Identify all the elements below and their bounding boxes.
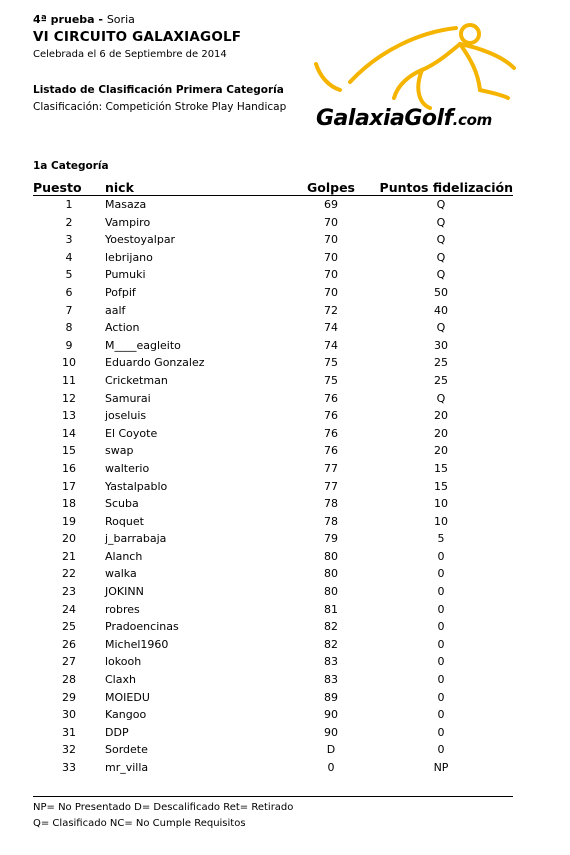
position-cell: 19 xyxy=(62,514,76,528)
strokes-cell: 80 xyxy=(324,585,338,599)
event-date: Celebrada el 6 de Septiembre de 2014 xyxy=(33,49,227,60)
nick-cell: El Coyote xyxy=(105,426,158,440)
strokes-cell: 70 xyxy=(324,215,338,229)
nick-cell: swap xyxy=(105,444,134,458)
points-cell: Q xyxy=(436,233,446,247)
position-cell: 24 xyxy=(62,602,76,616)
table-row xyxy=(33,266,513,284)
points-cell: NP xyxy=(433,761,449,774)
nick-cell: Michel1960 xyxy=(105,637,169,651)
position-cell: 29 xyxy=(62,690,76,704)
nick-cell: Cricketman xyxy=(105,373,168,387)
points-cell: 20 xyxy=(434,426,448,440)
position-cell: 17 xyxy=(62,479,76,493)
table-row xyxy=(33,390,513,408)
points-cell: 10 xyxy=(434,497,448,511)
table-row xyxy=(33,354,513,372)
nick-cell: Pofpif xyxy=(105,285,136,299)
nick-cell: Scuba xyxy=(105,497,139,511)
position-cell: 14 xyxy=(62,426,76,440)
event-line xyxy=(33,12,323,27)
points-cell: Q xyxy=(436,250,446,264)
points-cell: 40 xyxy=(434,303,448,317)
strokes-cell: 72 xyxy=(324,303,338,317)
table-row xyxy=(33,478,513,496)
strokes-cell: 75 xyxy=(324,356,338,370)
nick-cell: Action xyxy=(105,321,140,335)
points-cell: 10 xyxy=(434,514,448,528)
position-cell: 28 xyxy=(62,673,76,687)
table-row xyxy=(33,583,513,601)
strokes-cell: 89 xyxy=(324,690,338,704)
table-row xyxy=(33,196,513,214)
nick-cell: Claxh xyxy=(105,673,136,687)
position-cell: 22 xyxy=(62,567,76,581)
points-cell: 5 xyxy=(437,532,445,546)
strokes-cell: 77 xyxy=(324,479,338,493)
table-row xyxy=(33,671,513,689)
position-cell: 27 xyxy=(62,655,76,669)
position-cell: 11 xyxy=(62,373,76,387)
strokes-cell: 75 xyxy=(324,373,338,387)
document-header xyxy=(33,12,323,116)
strokes-cell: 76 xyxy=(324,391,338,405)
strokes-cell: 76 xyxy=(324,444,338,458)
strokes-cell: 90 xyxy=(324,708,338,722)
table-row xyxy=(33,548,513,566)
position-cell: 25 xyxy=(62,620,76,634)
strokes-cell: 80 xyxy=(324,549,338,563)
table-row xyxy=(33,565,513,583)
table-row xyxy=(33,513,513,531)
position-cell: 4 xyxy=(65,250,73,264)
points-cell: Q xyxy=(436,215,446,229)
points-cell: 25 xyxy=(434,356,448,370)
points-cell: 0 xyxy=(437,655,445,669)
points-cell: 15 xyxy=(434,461,448,475)
table-row xyxy=(33,372,513,390)
nick-cell: j_barrabaja xyxy=(105,532,167,546)
points-cell: 0 xyxy=(437,637,445,651)
position-cell: 20 xyxy=(62,532,76,546)
points-cell: 20 xyxy=(434,444,448,458)
position-cell: 2 xyxy=(65,215,73,229)
points-cell: 0 xyxy=(437,585,445,599)
strokes-cell: 74 xyxy=(324,321,338,335)
position-cell: 6 xyxy=(65,285,73,299)
strokes-cell: 90 xyxy=(324,725,338,739)
table-row xyxy=(33,601,513,619)
nick-cell: Yastalpablo xyxy=(105,479,168,493)
points-cell: Q xyxy=(436,198,446,211)
strokes-cell: 76 xyxy=(324,426,338,440)
header-position: Puesto xyxy=(33,176,105,196)
nick-cell: Samurai xyxy=(105,391,151,405)
strokes-cell: 70 xyxy=(324,268,338,282)
nick-cell: Kangoo xyxy=(105,708,147,722)
brand-wordmark xyxy=(316,106,492,131)
nick-cell: Roquet xyxy=(105,514,144,528)
nick-cell: Pumuki xyxy=(105,268,146,282)
strokes-cell: 83 xyxy=(324,655,338,669)
position-cell: 32 xyxy=(62,743,76,757)
strokes-cell: 69 xyxy=(324,198,338,211)
points-cell: 0 xyxy=(437,620,445,634)
points-cell: 25 xyxy=(434,373,448,387)
points-cell: 0 xyxy=(437,549,445,563)
table-row xyxy=(33,425,513,443)
golfer-swing-icon xyxy=(310,20,540,110)
strokes-cell: 79 xyxy=(324,532,338,546)
table-row xyxy=(33,636,513,654)
position-cell: 16 xyxy=(62,461,76,475)
points-cell: 30 xyxy=(434,338,448,352)
points-cell: 0 xyxy=(437,673,445,687)
nick-cell: M____eagleito xyxy=(105,338,181,352)
nick-cell: mr_villa xyxy=(105,761,149,774)
position-cell: 30 xyxy=(62,708,76,722)
nick-cell: Masaza xyxy=(105,198,147,211)
nick-cell: Vampiro xyxy=(105,215,151,229)
brand-domain: .com xyxy=(452,111,492,129)
listing-title: Listado de Clasificación Primera Categoría xyxy=(33,84,284,96)
strokes-cell: 82 xyxy=(324,637,338,651)
strokes-cell: 76 xyxy=(324,409,338,423)
classification-type: Clasificación: Competición Stroke Play Handicap xyxy=(33,101,287,113)
nick-cell: robres xyxy=(105,602,140,616)
strokes-cell: 83 xyxy=(324,673,338,687)
points-cell: 50 xyxy=(434,285,448,299)
table-header-row xyxy=(33,176,513,196)
results-body xyxy=(33,196,513,777)
table-row xyxy=(33,337,513,355)
position-cell: 13 xyxy=(62,409,76,423)
position-cell: 5 xyxy=(65,268,73,282)
points-cell: 0 xyxy=(437,725,445,739)
header-points: Puntos fidelización xyxy=(369,176,513,196)
nick-cell: JOKINN xyxy=(105,585,144,599)
nick-cell: joseluis xyxy=(105,409,147,423)
table-row xyxy=(33,495,513,513)
position-cell: 1 xyxy=(65,198,73,211)
position-cell: 18 xyxy=(62,497,76,511)
table-row xyxy=(33,231,513,249)
points-cell: 0 xyxy=(437,708,445,722)
nick-cell: Pradoencinas xyxy=(105,620,179,634)
table-row xyxy=(33,284,513,302)
position-cell: 21 xyxy=(62,549,76,563)
strokes-cell: 78 xyxy=(324,497,338,511)
nick-cell: Alanch xyxy=(105,549,143,563)
table-row xyxy=(33,460,513,478)
points-cell: 15 xyxy=(434,479,448,493)
table-row xyxy=(33,530,513,548)
circuit-title: VI CIRCUITO GALAXIAGOLF xyxy=(33,29,242,45)
table-row xyxy=(33,214,513,232)
points-cell: 0 xyxy=(437,690,445,704)
table-row xyxy=(33,724,513,742)
table-row xyxy=(33,319,513,337)
strokes-cell: 78 xyxy=(324,514,338,528)
position-cell: 15 xyxy=(62,444,76,458)
points-cell: Q xyxy=(436,268,446,282)
event-label: 4ª prueba - xyxy=(33,13,103,26)
position-cell: 8 xyxy=(65,321,73,335)
strokes-cell: D xyxy=(326,743,336,757)
strokes-cell: 70 xyxy=(324,250,338,264)
nick-cell: walterio xyxy=(105,461,150,475)
strokes-cell: 70 xyxy=(324,233,338,247)
strokes-cell: 74 xyxy=(324,338,338,352)
strokes-cell: 81 xyxy=(324,602,338,616)
table-row xyxy=(33,759,513,777)
nick-cell: Eduardo Gonzalez xyxy=(105,356,205,370)
points-cell: Q xyxy=(436,321,446,335)
galaxiagolf-logo xyxy=(310,20,540,135)
nick-cell: lebrijano xyxy=(105,250,153,264)
header-nick: nick xyxy=(105,176,293,196)
points-cell: 20 xyxy=(434,409,448,423)
table-row xyxy=(33,689,513,707)
nick-cell: Sordete xyxy=(105,743,148,757)
table-row xyxy=(33,442,513,460)
position-cell: 26 xyxy=(62,637,76,651)
legend-line-1: NP= No Presentado D= Descalificado Ret= Retirado xyxy=(33,802,294,813)
legend-line-2: Q= Clasificado NC= No Cumple Requisitos xyxy=(33,818,246,829)
table-row xyxy=(33,653,513,671)
position-cell: 33 xyxy=(62,761,76,774)
table-row xyxy=(33,407,513,425)
category-label: 1a Categoría xyxy=(33,160,109,172)
nick-cell: DDP xyxy=(105,725,129,739)
position-cell: 12 xyxy=(62,391,76,405)
strokes-cell: 77 xyxy=(324,461,338,475)
nick-cell: lokooh xyxy=(105,655,142,669)
nick-cell: aalf xyxy=(105,303,126,317)
strokes-cell: 82 xyxy=(324,620,338,634)
strokes-cell: 0 xyxy=(327,761,335,774)
strokes-cell: 80 xyxy=(324,567,338,581)
event-city: Soria xyxy=(106,13,135,26)
points-cell: 0 xyxy=(437,743,445,757)
position-cell: 3 xyxy=(65,233,73,247)
brand-name: GalaxiaGolf xyxy=(316,106,453,131)
table-row xyxy=(33,249,513,267)
nick-cell: walka xyxy=(105,567,137,581)
position-cell: 7 xyxy=(65,303,73,317)
nick-cell: Yoestoyalpar xyxy=(105,233,176,247)
strokes-cell: 70 xyxy=(324,285,338,299)
points-cell: 0 xyxy=(437,602,445,616)
position-cell: 9 xyxy=(65,338,73,352)
legend-footer xyxy=(33,796,513,832)
results-table xyxy=(33,176,513,777)
table-row xyxy=(33,618,513,636)
points-cell: 0 xyxy=(437,567,445,581)
position-cell: 23 xyxy=(62,585,76,599)
position-cell: 10 xyxy=(62,356,76,370)
position-cell: 31 xyxy=(62,725,76,739)
points-cell: Q xyxy=(436,391,446,405)
table-row xyxy=(33,302,513,320)
table-row xyxy=(33,706,513,724)
header-strokes: Golpes xyxy=(293,176,369,196)
nick-cell: MOIEDU xyxy=(105,690,150,704)
table-row xyxy=(33,741,513,759)
